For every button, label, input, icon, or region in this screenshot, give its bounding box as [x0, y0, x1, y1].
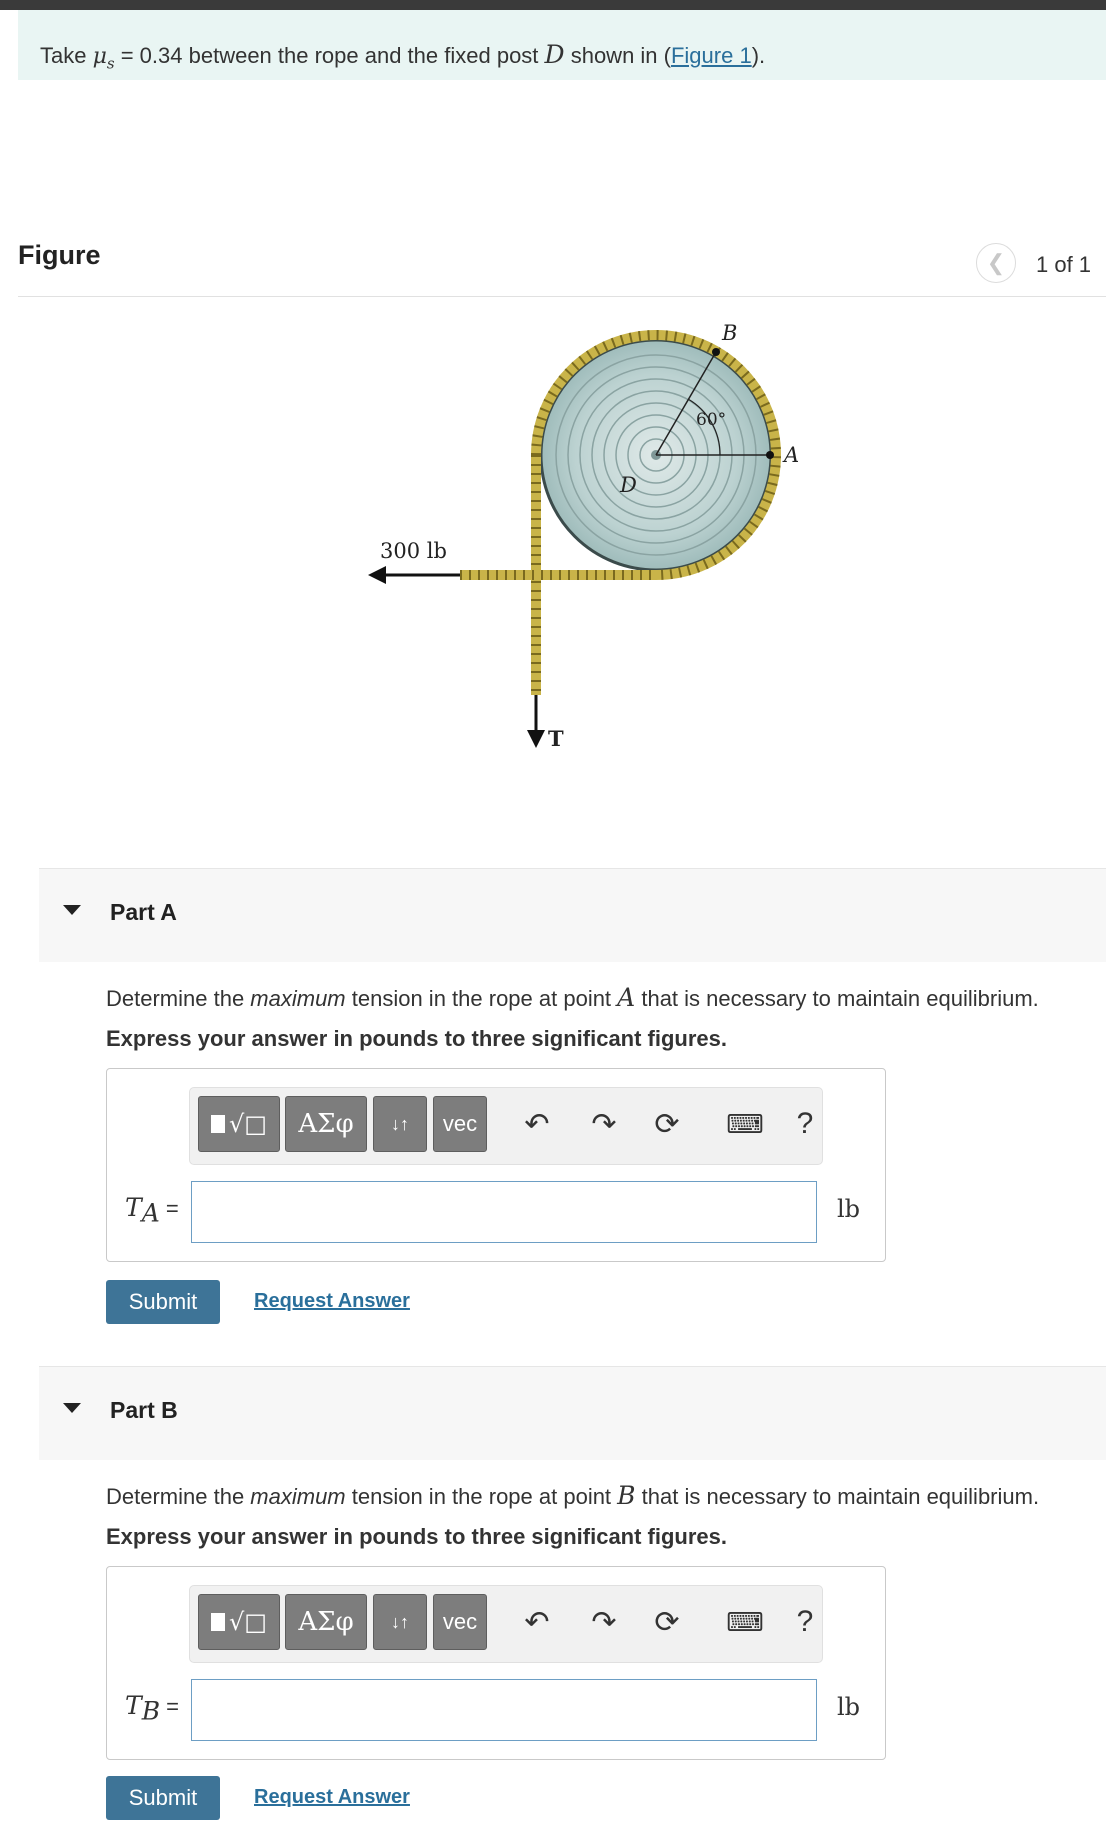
- point-a-label: A: [784, 443, 800, 467]
- answer-var: T: [125, 1193, 142, 1222]
- undo-button[interactable]: [515, 1600, 559, 1644]
- arrows-button[interactable]: [373, 1594, 427, 1650]
- question-middle: tension in the rope at point: [345, 986, 618, 1011]
- keyboard-button[interactable]: [715, 1600, 775, 1644]
- redo-button[interactable]: [582, 1102, 626, 1146]
- part-a-title: Part A: [110, 899, 177, 925]
- part-b-title: Part B: [110, 1397, 178, 1423]
- answer-eq: =: [159, 1196, 179, 1221]
- help-button[interactable]: [783, 1102, 827, 1146]
- figure-link[interactable]: Figure 1: [670, 43, 752, 68]
- answer-unit: lb: [837, 1693, 861, 1721]
- greek-button[interactable]: [285, 1594, 367, 1650]
- vector-icon: vec: [442, 1111, 478, 1136]
- part-b-question: [106, 1481, 1039, 1510]
- part-b-answer-box: [106, 1566, 886, 1760]
- part-b-instruction: Express your answer in pounds to three significant figures.: [106, 1524, 728, 1549]
- figure-divider: [18, 296, 1106, 297]
- answer-input[interactable]: [191, 1679, 817, 1741]
- answer-sub: A: [141, 1198, 160, 1228]
- top-bar: [0, 0, 1106, 10]
- question-prefix: Determine the: [106, 1484, 251, 1509]
- part-a-question: [106, 983, 1039, 1012]
- help-icon: ?: [796, 1107, 814, 1140]
- vector-button[interactable]: [433, 1594, 487, 1650]
- answer-unit: lb: [837, 1195, 861, 1223]
- arrows-icon: ↓↑: [391, 1611, 409, 1632]
- reset-icon: ⟳: [654, 1107, 680, 1141]
- greek-button[interactable]: [285, 1096, 367, 1152]
- question-suffix: that is necessary to maintain equilibrium.: [635, 1484, 1040, 1509]
- question-prefix: Determine the: [106, 986, 251, 1011]
- question-point: A: [617, 983, 636, 1012]
- question-suffix: that is necessary to maintain equilibrium.: [635, 986, 1039, 1011]
- force-arrow-300lb: [368, 566, 460, 584]
- caret-down-icon: [63, 1403, 81, 1413]
- redo-button[interactable]: [582, 1600, 626, 1644]
- force-label: 300 lb: [380, 539, 447, 563]
- question-emphasis: maximum: [250, 986, 346, 1011]
- undo-icon: ↶: [524, 1107, 550, 1141]
- math-toolbar: [189, 1087, 823, 1165]
- submit-button[interactable]: Submit: [106, 1776, 220, 1820]
- mu-subscript: s: [106, 54, 115, 73]
- caret-down-icon: [63, 905, 81, 915]
- post-d-label: D: [620, 473, 637, 497]
- request-answer-link[interactable]: Request Answer: [254, 1786, 410, 1808]
- question-point: B: [617, 1481, 636, 1510]
- intro-suffix-after: ).: [751, 43, 766, 68]
- answer-sub: B: [141, 1696, 161, 1726]
- request-answer-link[interactable]: Request Answer: [254, 1290, 410, 1312]
- tension-arrow-t: [527, 695, 545, 748]
- problem-statement: [18, 10, 1106, 80]
- templates-icon: √□: [211, 1608, 267, 1636]
- answer-label: [125, 1691, 179, 1725]
- figure-prev-button[interactable]: [976, 243, 1016, 283]
- figure-diagram: [340, 300, 860, 760]
- chevron-left-icon: ❮: [986, 250, 1006, 275]
- intro-middle: = 0.34 between the rope and the fixed post: [114, 43, 545, 68]
- question-emphasis: maximum: [250, 1484, 346, 1509]
- greek-icon: ΑΣφ: [298, 1109, 354, 1139]
- part-b-header[interactable]: [39, 1366, 1106, 1460]
- undo-icon: ↶: [524, 1605, 550, 1639]
- intro-prefix: Take: [40, 43, 93, 68]
- keyboard-icon: ⌨: [726, 1108, 764, 1139]
- submit-button[interactable]: Submit: [106, 1280, 220, 1324]
- angle-label: 60°: [696, 410, 727, 430]
- help-button[interactable]: [783, 1600, 827, 1644]
- point-a-dot: [766, 451, 774, 459]
- redo-icon: ↷: [591, 1107, 617, 1141]
- templates-button[interactable]: [198, 1096, 280, 1152]
- undo-button[interactable]: [515, 1102, 559, 1146]
- part-a-header[interactable]: [39, 868, 1106, 962]
- part-a-answer-box: [106, 1068, 886, 1262]
- figure-counter: 1 of 1: [1036, 252, 1092, 277]
- math-toolbar: [189, 1585, 823, 1663]
- keyboard-button[interactable]: [715, 1102, 775, 1146]
- reset-button[interactable]: [645, 1600, 689, 1644]
- post-symbol: D: [544, 40, 565, 69]
- keyboard-icon: ⌨: [726, 1606, 764, 1637]
- reset-icon: ⟳: [654, 1605, 680, 1639]
- answer-label: [125, 1193, 179, 1227]
- mu-symbol: μ: [92, 44, 107, 69]
- part-a-instruction: Express your answer in pounds to three significant figures.: [106, 1026, 728, 1051]
- tension-label: T: [548, 726, 564, 751]
- help-icon: ?: [796, 1605, 814, 1638]
- reset-button[interactable]: [645, 1102, 689, 1146]
- answer-input[interactable]: [191, 1181, 817, 1243]
- answer-eq: =: [160, 1694, 180, 1719]
- templates-button[interactable]: [198, 1594, 280, 1650]
- vector-button[interactable]: [433, 1096, 487, 1152]
- figure-heading: Figure: [18, 240, 101, 270]
- arrows-icon: ↓↑: [391, 1113, 409, 1134]
- intro-suffix-before: shown in (: [564, 43, 671, 68]
- point-b-dot: [712, 348, 720, 356]
- point-b-label: B: [722, 321, 738, 345]
- arrows-button[interactable]: [373, 1096, 427, 1152]
- greek-icon: ΑΣφ: [298, 1607, 354, 1637]
- question-middle: tension in the rope at point: [345, 1484, 618, 1509]
- answer-var: T: [125, 1691, 142, 1720]
- redo-icon: ↷: [591, 1605, 617, 1639]
- templates-icon: √□: [211, 1110, 267, 1138]
- vector-icon: vec: [442, 1609, 478, 1634]
